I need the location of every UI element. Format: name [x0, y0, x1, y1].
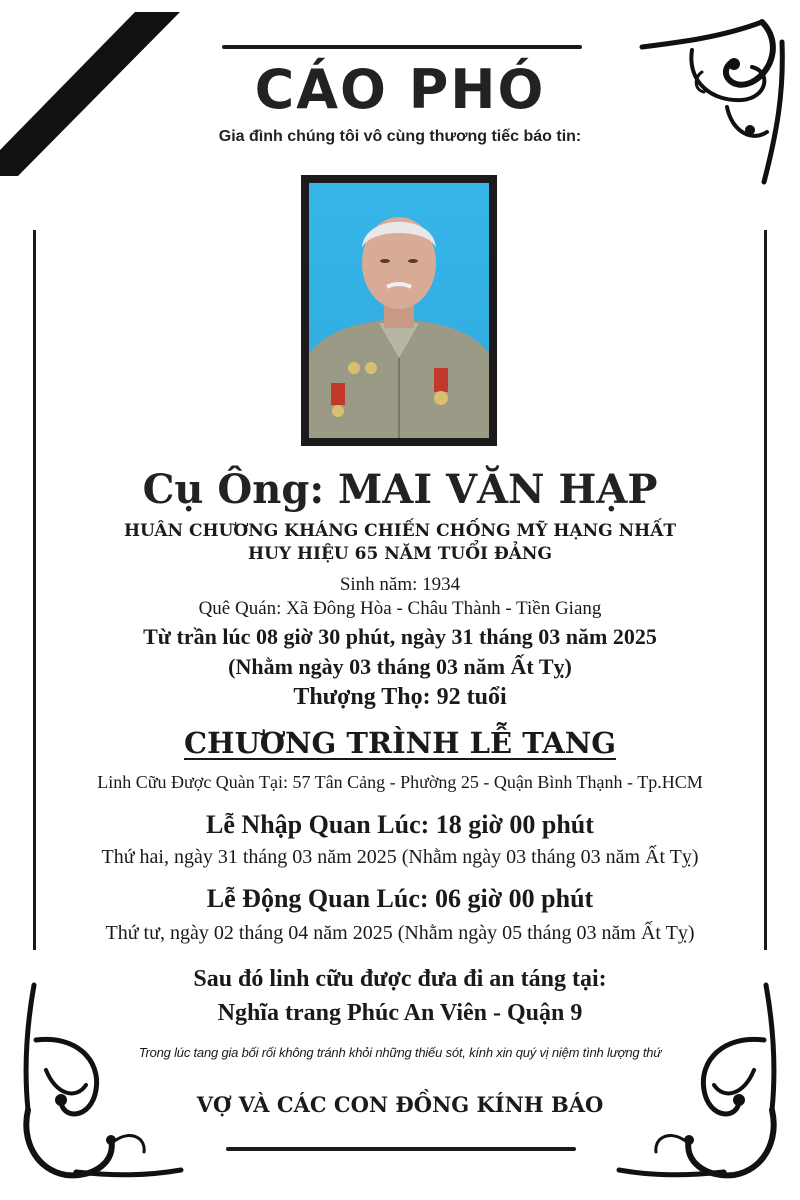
death-datetime: Từ trần lúc 08 giờ 30 phút, ngày 31 tháng 03 năm 2025 — [143, 624, 657, 649]
portrait-frame — [301, 175, 497, 446]
portrait-illustration — [309, 183, 489, 438]
deceased-name: Cụ Ông: MAI VĂN HẠP — [142, 466, 658, 513]
hometown: Quê Quán: Xã Đông Hòa - Châu Thành - Tiền Giang — [198, 598, 602, 619]
age-at-death: Thượng Thọ: 92 tuổi — [293, 684, 507, 710]
apology-note: Trong lúc tang gia bối rối không tránh khỏi những thiếu sót, kính xin quý vị niệm tình lượng thứ — [138, 1045, 662, 1060]
portrait-photo — [309, 183, 489, 438]
bottom-border-line — [226, 1147, 576, 1151]
burial-intro: Sau đó linh cữu được đưa đi an táng tại: — [193, 966, 607, 992]
page-title: CÁO PHÓ — [254, 58, 546, 121]
cemetery-name: Nghĩa trang Phúc An Viên - Quận 9 — [217, 1000, 583, 1026]
honor-line: HUY HIỆU 65 NĂM TUỔI ĐẢNG — [248, 544, 552, 564]
death-lunar-date: (Nhằm ngày 03 tháng 03 năm Ất Tỵ) — [228, 654, 572, 679]
encoffining-date: Thứ hai, ngày 31 tháng 03 năm 2025 (Nhằm ngày 03 tháng 03 năm Ất Tỵ) — [101, 846, 699, 868]
program-heading: CHƯƠNG TRÌNH LỄ TANG — [183, 726, 616, 760]
family-signoff: VỢ VÀ CÁC CON ĐỒNG KÍNH BÁO — [196, 1092, 604, 1117]
honor-line: HUÂN CHƯƠNG KHÁNG CHIẾN CHỐNG MỸ HẠNG NHẤT — [123, 521, 677, 541]
encoffining-time: Lễ Nhập Quan Lúc: 18 giờ 00 phút — [206, 810, 594, 839]
wake-location: Linh Cữu Được Quàn Tại: 57 Tân Cảng - Phường 25 - Quận Bình Thạnh - Tp.HCM — [97, 772, 703, 792]
top-border-line — [222, 45, 582, 49]
procession-time: Lễ Động Quan Lúc: 06 giờ 00 phút — [206, 884, 594, 913]
birth-year: Sinh năm: 1934 — [339, 574, 461, 595]
announcement-intro: Gia đình chúng tôi vô cùng thương tiếc báo tin: — [218, 128, 582, 145]
procession-date: Thứ tư, ngày 02 tháng 04 năm 2025 (Nhằm ngày 05 tháng 03 năm Ất Tỵ) — [105, 922, 695, 944]
